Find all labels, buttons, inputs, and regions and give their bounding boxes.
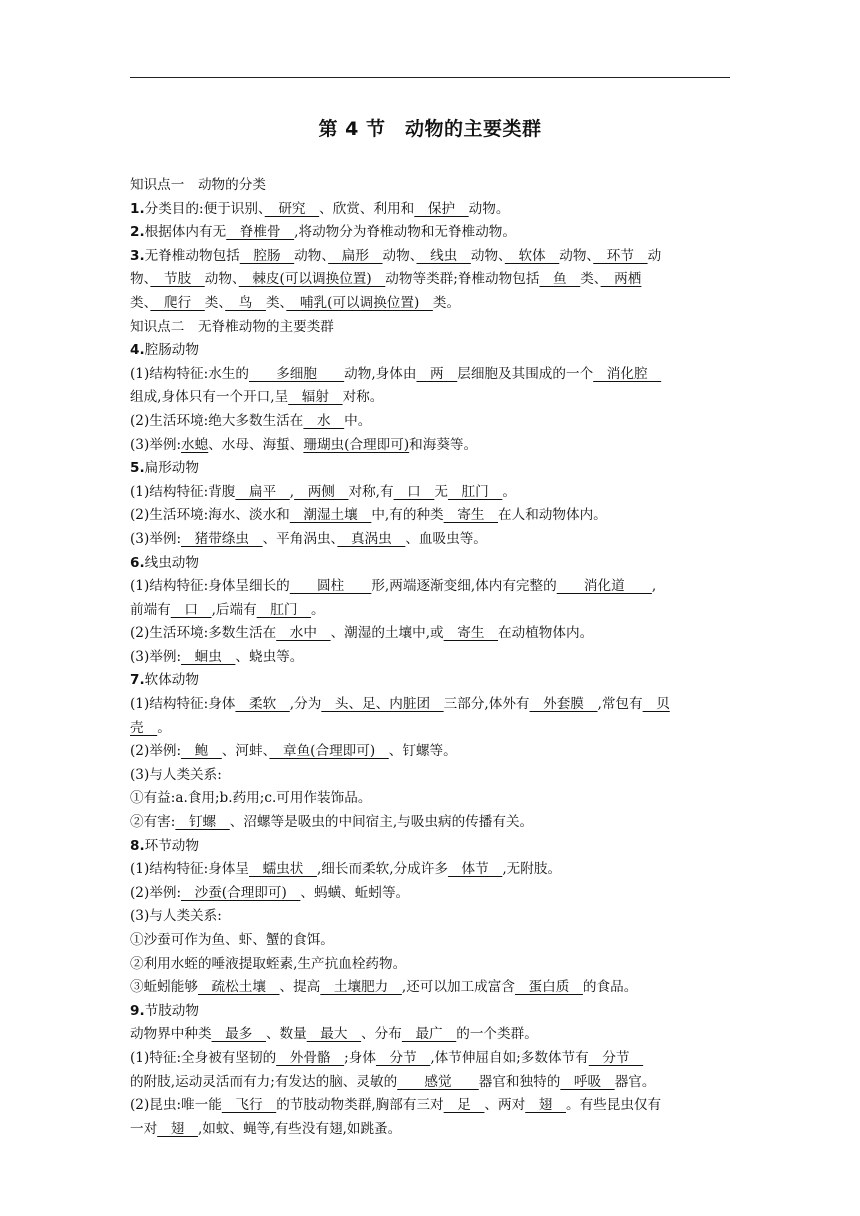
text-segment: ③蚯蚓能够 xyxy=(130,979,198,996)
text-segment: 在动植物体内。 xyxy=(498,625,594,642)
text-segment: 腔肠动物 xyxy=(144,342,199,359)
answer-blank: 疏松土壤 xyxy=(197,979,280,996)
answer-blank: 口 xyxy=(393,483,435,500)
text-segment: 的一个类群。 xyxy=(456,1026,538,1043)
text-line xyxy=(130,953,730,977)
answer-blank: 肛门 xyxy=(447,483,503,500)
text-segment: 无 xyxy=(434,483,448,500)
answer-blank: 体节 xyxy=(447,861,503,878)
text-segment: 、沼螺等是吸虫的中间宿主,与吸虫病的传播有关。 xyxy=(229,814,534,831)
answer-blank: 外套膜 xyxy=(529,696,598,713)
text-line xyxy=(130,717,730,741)
text-segment: (2)举例: xyxy=(130,884,182,901)
text-segment: ②利用水蛭的唾液提取蛭素,生产抗血栓药物。 xyxy=(130,955,407,972)
answer-blank: 寄生 xyxy=(443,625,499,642)
text-segment: (3)举例: xyxy=(130,648,182,665)
item-number: 2. xyxy=(130,224,145,241)
answer-blank: 最广 xyxy=(401,1026,457,1043)
header-rule xyxy=(130,77,730,78)
text-segment: 、钉螺等。 xyxy=(388,743,457,760)
text-segment: 类、 xyxy=(204,294,226,311)
text-segment: 在人和动物体内。 xyxy=(498,507,607,524)
answer-blank: 外骨骼 xyxy=(276,1049,345,1066)
text-segment: 节肢动物 xyxy=(144,1002,199,1019)
text-segment: ,还可以加工成富含 xyxy=(401,979,515,996)
answer-blank: 消化道 xyxy=(556,578,652,595)
answer-blank: 软体 xyxy=(504,247,560,264)
text-line xyxy=(130,882,730,906)
text-segment: ,后端有 xyxy=(211,601,257,618)
answer-blank: 鸟 xyxy=(225,294,266,311)
text-line xyxy=(130,292,730,316)
answer-blank: 圆柱 xyxy=(289,578,372,595)
text-segment: (2)生活环境:海水、淡水和 xyxy=(130,507,290,524)
answer-blank: 水中 xyxy=(276,625,331,642)
text-line xyxy=(130,339,730,363)
item-number: 7. xyxy=(130,672,145,689)
text-segment: 知识点一 动物的分类 xyxy=(130,177,266,193)
text-segment: 物、 xyxy=(130,271,151,288)
text-segment: 中。 xyxy=(344,412,372,429)
text-segment: 、蛲虫等。 xyxy=(235,648,304,665)
answer-blank: 潮湿土壤 xyxy=(289,507,372,524)
answer-blank: 章鱼(合理即可) xyxy=(269,743,389,760)
text-line xyxy=(130,198,730,222)
text-segment: 、提高 xyxy=(279,979,321,996)
answer-blank: 两侧 xyxy=(294,483,349,500)
text-segment: ;身体 xyxy=(344,1049,376,1066)
answer-blank: 辐射 xyxy=(288,389,343,406)
text-segment: (2)举例: xyxy=(130,743,182,760)
item-number: 4. xyxy=(130,342,145,359)
text-segment: (1)结构特征:水生的 xyxy=(130,365,249,382)
text-line xyxy=(130,905,730,929)
text-segment: ,细长而柔软,分成许多 xyxy=(316,861,448,878)
text-segment: 分类目的:便于识别、 xyxy=(144,200,265,217)
text-segment: (3)与人类关系: xyxy=(130,766,222,783)
answer-blank: 沙蚕(合理即可) xyxy=(181,884,301,901)
text-segment: 动物、 xyxy=(382,247,417,264)
text-line xyxy=(130,434,730,458)
text-line xyxy=(130,410,730,434)
item-number: 5. xyxy=(130,460,145,477)
text-segment: 动物,身体由 xyxy=(344,365,417,382)
item-number: 8. xyxy=(130,837,145,854)
text-segment: , xyxy=(651,578,657,595)
answer-blank: 肛门 xyxy=(256,601,312,618)
text-line xyxy=(130,858,730,882)
answer-blank: 研究 xyxy=(264,200,320,217)
text-segment: 线虫动物 xyxy=(144,554,199,571)
text-line xyxy=(130,552,730,576)
text-segment: 无脊椎动物包括 xyxy=(144,247,240,264)
text-segment: 、水母、海蜇、 xyxy=(208,436,304,453)
text-segment: ,常包有 xyxy=(597,696,643,713)
text-segment: 层细胞及其围成的一个 xyxy=(457,365,594,382)
item-number: 9. xyxy=(130,1002,145,1019)
text-segment: 动物、 xyxy=(204,271,239,288)
text-segment: 、蚂蟥、蚯蚓等。 xyxy=(300,884,410,901)
text-line xyxy=(130,1023,730,1047)
text-segment: 中,有的种类 xyxy=(371,507,444,524)
answer-blank: 寄生 xyxy=(443,507,499,524)
answer-blank: 消化腔 xyxy=(593,365,662,382)
answer-blank: 节肢 xyxy=(150,271,205,288)
answer-blank: 保护 xyxy=(414,200,469,217)
text-segment: 器官和独特的 xyxy=(478,1073,561,1090)
answer-blank: 多细胞 xyxy=(249,365,345,382)
text-segment: ,将动物分为脊椎动物和无脊椎动物。 xyxy=(294,224,516,241)
text-segment: 和海葵等。 xyxy=(409,436,478,453)
text-line xyxy=(130,457,730,481)
text-segment: 动物等类群;脊椎动物包括 xyxy=(385,271,540,288)
text-segment: 类、 xyxy=(130,294,151,311)
page-title: 第 4 节 动物的主要类群 xyxy=(318,118,542,140)
text-line xyxy=(130,1000,730,1024)
text-segment: 、欣赏、利用和 xyxy=(319,200,415,217)
text-segment: 动 xyxy=(647,247,662,264)
text-line xyxy=(130,245,730,269)
text-segment: 对称。 xyxy=(342,389,384,406)
text-segment: 。 xyxy=(502,483,516,500)
text-segment: 软体动物 xyxy=(144,672,199,689)
text-segment: (2)生活环境:绝大多数生活在 xyxy=(130,412,304,429)
text-segment: 。 xyxy=(157,719,171,736)
text-line xyxy=(130,976,730,1000)
answer-blank: 水 xyxy=(303,412,345,429)
answer-blank: 鲍 xyxy=(181,743,222,760)
text-segment: 类、 xyxy=(265,294,287,311)
text-line xyxy=(130,174,730,198)
text-segment: 的附肢,运动灵活而有力;有发达的脑、灵敏的 xyxy=(130,1073,398,1090)
text-segment: ,如蚊、蝇等,有些没有翅,如跳蚤。 xyxy=(197,1120,402,1137)
text-segment: (1)结构特征:背腹 xyxy=(130,483,236,500)
text-line xyxy=(130,669,730,693)
answer-blank: 两栖 xyxy=(600,271,642,288)
text-line xyxy=(130,1047,730,1071)
text-segment: 、分布 xyxy=(361,1026,402,1043)
answer-blank: 爬行 xyxy=(150,294,205,311)
text-line xyxy=(130,504,730,528)
text-segment: (3)与人类关系: xyxy=(130,908,222,925)
text-line xyxy=(130,1071,730,1095)
answer-blank: 分节 xyxy=(588,1049,644,1066)
answer-blank: 头、足、内脏团 xyxy=(321,696,444,713)
text-line xyxy=(130,929,730,953)
answer-blank: 口 xyxy=(170,601,212,618)
text-segment: 动物。 xyxy=(468,200,510,217)
text-segment: 根据体内有无 xyxy=(144,224,227,241)
text-line xyxy=(130,599,730,623)
text-segment: 知识点二 无脊椎动物的主要类群 xyxy=(130,318,334,335)
text-segment: 、血吸虫等。 xyxy=(405,530,487,547)
answer-blank: 蛋白质 xyxy=(514,979,583,996)
text-segment: 、河蚌、 xyxy=(221,743,270,760)
text-segment: (1)结构特征:身体 xyxy=(130,696,236,713)
text-segment: (2)昆虫:唯一能 xyxy=(130,1097,222,1114)
text-segment: 组成,身体只有一个开口,呈 xyxy=(130,389,289,406)
text-segment: (3)举例: xyxy=(130,436,182,453)
text-line xyxy=(130,575,730,599)
answer-blank: 足 xyxy=(443,1097,485,1114)
text-segment: 。有些昆虫仅有 xyxy=(565,1097,662,1114)
item-number: 6. xyxy=(130,554,145,571)
item-number: 1. xyxy=(130,200,145,217)
text-segment: 的节肢动物类群,胸部有三对 xyxy=(276,1097,444,1114)
item-number: 3. xyxy=(130,247,145,264)
text-line xyxy=(130,528,730,552)
text-segment: (3)举例: xyxy=(130,530,182,547)
text-line xyxy=(130,693,730,717)
text-segment: 形,两端逐渐变细,体内有完整的 xyxy=(371,578,557,595)
text-line xyxy=(130,221,730,245)
text-line xyxy=(130,386,730,410)
answer-blank: 感觉 xyxy=(397,1073,479,1090)
text-segment: 前端有 xyxy=(130,601,171,618)
text-line xyxy=(130,646,730,670)
text-segment: (1)特征:全身被有坚韧的 xyxy=(130,1049,277,1066)
text-segment: (1)结构特征:身体呈 xyxy=(130,861,249,878)
text-segment: (2)生活环境:多数生活在 xyxy=(130,625,277,642)
answer-blank: 飞行 xyxy=(221,1097,277,1114)
answer-blank: 腔肠 xyxy=(239,247,295,264)
text-line xyxy=(130,740,730,764)
answer-blank: 脊椎骨 xyxy=(226,224,295,241)
answer-blank: 翅 xyxy=(525,1097,566,1114)
answer-blank: 扁平 xyxy=(235,483,290,500)
answer-blank: 珊瑚虫(合理即可) xyxy=(303,436,410,453)
text-segment: 、数量 xyxy=(265,1026,307,1043)
text-line xyxy=(130,764,730,788)
text-segment: ,无附肢。 xyxy=(502,861,562,878)
answer-blank: 分节 xyxy=(375,1049,431,1066)
answer-blank: 最多 xyxy=(211,1026,266,1043)
answer-blank: 柔软 xyxy=(235,696,290,713)
text-segment: (1)结构特征:身体呈细长的 xyxy=(130,578,290,595)
answer-blank: 蛔虫 xyxy=(181,648,236,665)
answer-blank: 最大 xyxy=(306,1026,362,1043)
answer-blank: 扁形 xyxy=(328,247,383,264)
text-segment: 动物界中种类 xyxy=(130,1026,212,1043)
text-segment: , xyxy=(289,483,295,500)
text-segment: ①有益:a.食用;b.药用;c.可用作装饰品。 xyxy=(130,790,372,807)
answer-blank: 棘皮(可以调换位置) xyxy=(238,271,386,288)
answer-blank: 猪带绦虫 xyxy=(181,530,263,547)
text-segment: 动物、 xyxy=(294,247,329,264)
text-segment: 三部分,体外有 xyxy=(443,696,530,713)
answer-blank: 翅 xyxy=(157,1120,198,1137)
text-segment: 对称,有 xyxy=(348,483,394,500)
text-segment: 动物、 xyxy=(559,247,594,264)
text-line xyxy=(130,481,730,505)
text-segment: ②有害: xyxy=(130,814,176,831)
answer-blank: 水螅 xyxy=(181,436,209,453)
text-segment: ,体节伸屈自如;多数体节有 xyxy=(430,1049,589,1066)
text-segment: 类。 xyxy=(432,294,461,311)
answer-blank: 土壤肥力 xyxy=(320,979,402,996)
text-line xyxy=(130,1118,730,1142)
text-line xyxy=(130,787,730,811)
answer-blank: 线虫 xyxy=(416,247,471,264)
text-line xyxy=(130,622,730,646)
text-segment: 、平角涡虫、 xyxy=(262,530,338,547)
text-segment: 动物、 xyxy=(470,247,505,264)
answer-blank: 呼吸 xyxy=(560,1073,615,1090)
body-text xyxy=(130,174,730,1141)
text-segment: 扁形动物 xyxy=(144,460,199,477)
answer-blank: 贝 xyxy=(642,696,670,713)
text-segment: 环节动物 xyxy=(144,837,199,854)
answer-blank: 钉螺 xyxy=(175,814,230,831)
answer-blank: 真涡虫 xyxy=(337,530,406,547)
text-segment: 类、 xyxy=(580,271,601,288)
text-segment: ,分为 xyxy=(289,696,322,713)
text-line xyxy=(130,835,730,859)
text-segment: 。 xyxy=(311,601,325,618)
answer-blank: 蠕虫状 xyxy=(249,861,317,878)
text-segment: ①沙蚕可作为鱼、虾、蟹的食饵。 xyxy=(130,932,334,948)
text-line xyxy=(130,316,730,340)
text-segment: 、两对 xyxy=(484,1097,526,1114)
text-segment: 器官。 xyxy=(614,1073,656,1090)
answer-blank: 壳 xyxy=(130,719,158,736)
answer-blank: 两 xyxy=(416,365,458,382)
text-line xyxy=(130,1094,730,1118)
text-segment: 、潮湿的土壤中,或 xyxy=(330,625,444,642)
text-line xyxy=(130,363,730,387)
answer-blank: 鱼 xyxy=(539,271,581,288)
text-line xyxy=(130,811,730,835)
answer-blank: 环节 xyxy=(593,247,648,264)
text-segment: 一对 xyxy=(130,1120,158,1137)
answer-blank: 哺乳(可以调换位置) xyxy=(286,294,433,311)
text-segment: 的食品。 xyxy=(582,979,638,996)
text-line xyxy=(130,268,730,292)
